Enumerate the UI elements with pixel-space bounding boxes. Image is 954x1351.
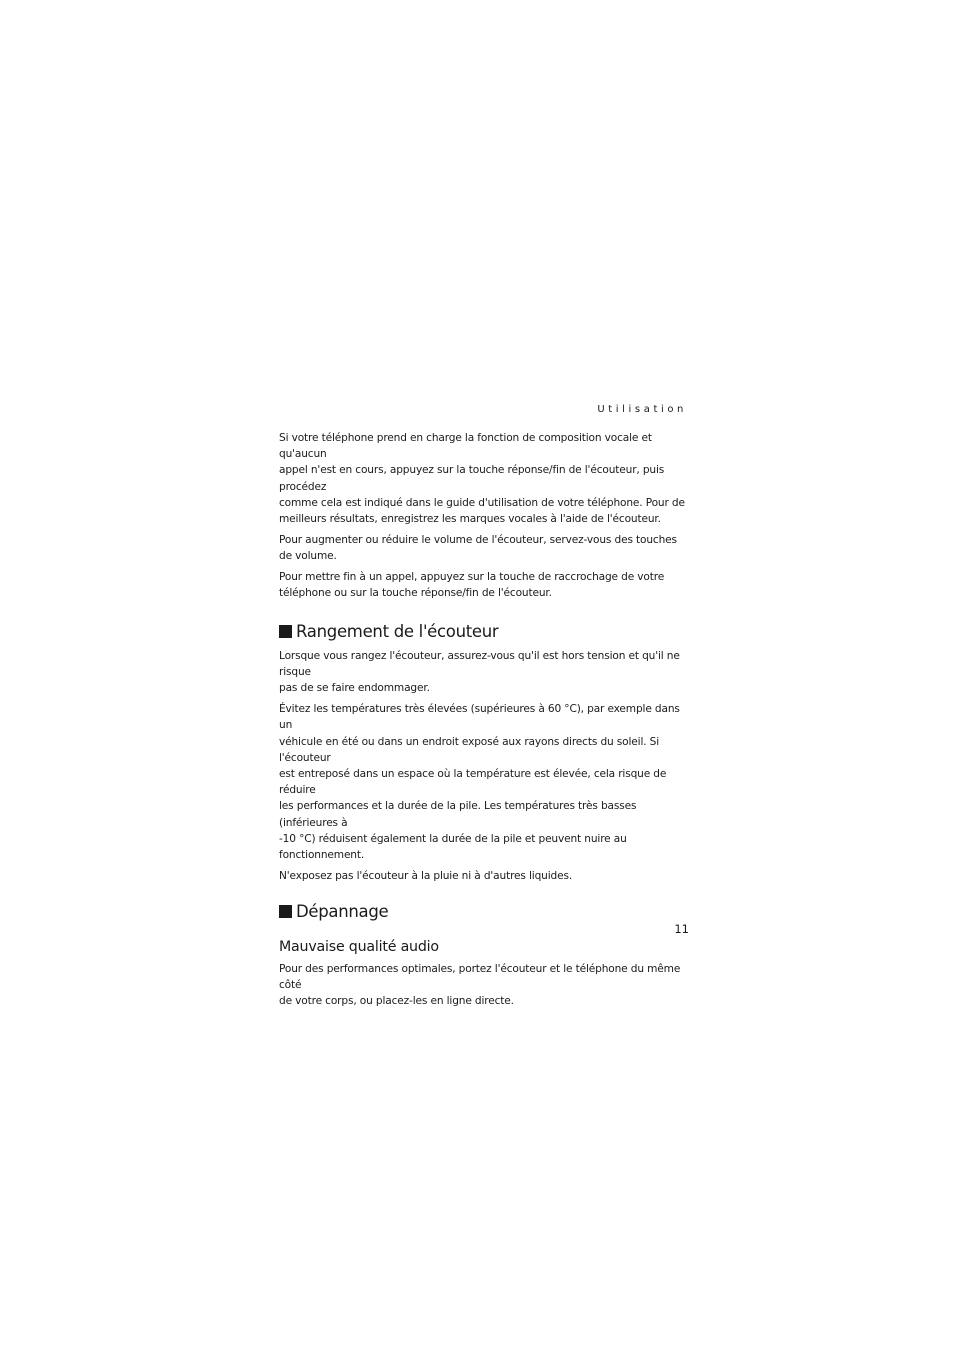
section-title: Rangement de l'écouteur (296, 621, 499, 641)
storage-paragraph: N'exposez pas l'écouteur à la pluie ni à d'autres liquides. (279, 869, 573, 882)
section-heading-troubleshooting (279, 901, 689, 923)
square-bullet-icon (279, 625, 292, 638)
intro-paragraph: Pour mettre fin à un appel, appuyez sur la touche de raccrochage de votre téléphone ou sur la touche réponse/fin de l'écouteur. (279, 570, 665, 599)
intro-paragraph: Pour augmenter ou réduire le volume de l'écouteur, servez-vous des touches de volume. (279, 533, 677, 562)
subsection-title: Mauvaise qualité audio (279, 938, 439, 955)
running-header: Utilisation (597, 404, 687, 415)
intro-paragraph: Si votre téléphone prend en charge la fonction de composition vocale et qu'aucun appel n'est en cours, appuyez sur la touche réponse/fin de l'écouteur, puis procédez comme cela est indiqué dans le guide d'utilisation de votre téléphone. Pour de meilleurs résultats, enregistrez les marques vocales à l'aide de l'écouteur. (279, 432, 685, 526)
section-heading-storage (279, 620, 689, 642)
storage-paragraph: Lorsque vous rangez l'écouteur, assurez-vous qu'il est hors tension et qu'il ne risque pas de se faire endommager. (279, 650, 680, 695)
storage-paragraph: Évitez les températures très élevées (supérieures à 60 °C), par exemple dans un véhicule en été ou dans un endroit exposé aux rayons directs du soleil. Si l'écouteur est entreposé dans un espace où la température est élevée, cela risque de réduire les performances et la durée de la pile. Les températures très basses (inférieures à -10 °C) réduisent également la durée de la pile et peuvent nuire au fonctionnement. (279, 703, 680, 861)
section-title: Dépannage (296, 902, 389, 922)
troubleshooting-paragraph: Pour des performances optimales, portez l'écouteur et le téléphone du même côté de votre corps, ou placez-les en ligne directe. (279, 962, 681, 1008)
square-bullet-icon (279, 905, 292, 918)
page-content (279, 430, 689, 1014)
page-number: 11 (674, 922, 689, 936)
